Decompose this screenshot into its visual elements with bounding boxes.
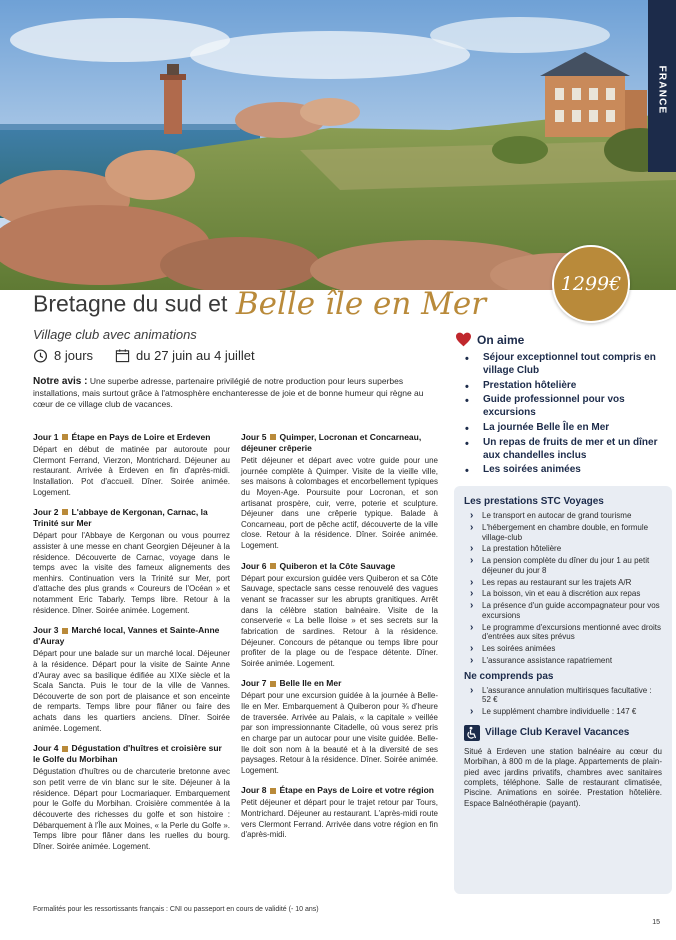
list-item: › L'assurance assistance rapatriement [464, 656, 662, 666]
gold-square-icon [270, 788, 276, 794]
day-text: Petit déjeuner et départ pour le trajet retour par Tours, Montrichard. Déjeuner au restaurant. L'après-midi route vers Clermont Ferrand. Arrivée dans votre région en fin d'après-midi. [241, 798, 438, 840]
day-block [241, 432, 438, 552]
prestations-list [464, 511, 662, 666]
itinerary-column-left [33, 432, 230, 861]
prestations-box [454, 486, 672, 894]
title-regular: Bretagne du sud et [33, 290, 228, 317]
subtitle: Village club avec animations [33, 327, 197, 342]
notice-label: Notre avis : [33, 376, 88, 387]
day-title: Belle Ile en Mer [279, 678, 342, 689]
gold-square-icon [270, 563, 276, 569]
list-item: › Les soirées animées [464, 644, 662, 654]
gold-square-icon [270, 681, 276, 687]
dates: du 27 juin au 4 juillet [136, 348, 255, 363]
day-text: Départ en début de matinée par autoroute pour Clermont Ferrand, Vierzon, Montrichard. Déjeuner au restaurant. Arrivée à Erdeven en fin d'après-midi. Installation. Pot d'accueil. Dîner. Soirée animée. Logement. [33, 445, 230, 497]
day-label: Jour 8 [241, 785, 267, 796]
day-text: Dégustation d'huîtres ou de charcuterie bretonne avec son petit verre de vin blanc sur le site. Déjeuner à la résidence. Départ pour Locmariaquer. Embarquement pour le Golfe du Morbihan. Croisière commentée à la découverte des richesses du golfe et son histoire : Débarquement à l'Île aux Moines, « la Perle du Golfe ». Temps libre pour flâner dans les ruelles du bourg. Dîner. Soirée animée. Logement. [33, 767, 230, 851]
day-text: Petit déjeuner et départ avec votre guide pour une journée complète à Quimper. Visite de la vieille ville, ses maisons à colombages et encorbellement typiques du Moyen-Age. Poursuite pour Locronan, et son artisanat prospère, cuir, verre, poterie et sculpture. Déjeuner dans une crêperie typique. Balade à Concarneau, port de pêche actif, découverte de la ville close. Retour à la résidence. Dîner. Soirée animée. Logement. [241, 456, 438, 551]
clock-icon [33, 348, 48, 363]
list-item: › Les repas au restaurant sur les trajets A/R [464, 578, 662, 588]
heart-icon [455, 332, 472, 347]
list-item: › Le supplément chambre individuelle : 147 € [464, 707, 662, 717]
list-item: › L'assurance annulation multirisques facultative : 52 € [464, 686, 662, 706]
day-title: Quimper, Locronan et Concarneau, déjeuner crêperie [241, 432, 422, 454]
itinerary-column-right [241, 432, 438, 861]
prestations-title: Les prestations STC Voyages [464, 496, 604, 507]
day-label: Jour 7 [241, 678, 267, 689]
gold-square-icon [270, 434, 276, 440]
not-included-list [464, 686, 662, 717]
list-item: • Un repas de fruits de mer et un dîner aux chandelles inclus [465, 437, 667, 463]
list-item: • Prestation hôtelière [465, 380, 667, 393]
list-item: • Guide professionnel pour vos excursions [465, 394, 667, 420]
accessibility-icon [464, 725, 480, 741]
list-item: › La pension complète du dîner du jour 1 au petit déjeuner du jour 8 [464, 556, 662, 576]
day-label: Jour 5 [241, 432, 267, 442]
day-block [241, 678, 438, 776]
day-title: Quiberon et la Côte Sauvage [279, 560, 396, 571]
page-title [33, 286, 486, 322]
day-label: Jour 2 [33, 507, 59, 518]
day-block [33, 432, 230, 498]
on-aime-title: On aime [477, 332, 525, 347]
list-item: › Le transport en autocar de grand tourisme [464, 511, 662, 521]
day-text: Départ pour l'Abbaye de Kergonan ou vous pourrez assister à une messe en chant Georgien Déjeuner à la résidence. Découverte de Carnac, voyage dans le temps avec la visite des fameux alignements des menhirs. Continuation vers la Trinité sur Mer, port d'attache des plus grands « Coureurs de l'Océan » et notamment Eric Tabarly. Temps libre. Retour à la résidence. Dîner. Soirée animée. Logement. [33, 531, 230, 615]
itinerary [33, 432, 438, 861]
day-title: Étape en Pays de Loire et Erdeven [71, 432, 211, 442]
day-label: Jour 3 [33, 625, 59, 636]
day-text: Départ pour une balade sur un marché local. Déjeuner à la résidence. Départ pour la visite de Sainte Anne d'Auray avec sa basilique édifiée au XIXe siècle et la Scala Sancta. Puis le tour de la ville de Vannes. Découverte de son port de plaisance et son enceinte de remparts. Temps libre pour flâner ou faire des achats dans les quartiers anciens. Dîner. Soirée animée. Logement. [33, 649, 230, 733]
list-item: › La présence d'un guide accompagnateur pour vos excursions [464, 601, 662, 621]
day-block [33, 507, 230, 616]
village-title: Village Club Keravel Vacances [485, 727, 630, 739]
gold-square-icon [62, 509, 68, 515]
page-number: 15 [652, 919, 660, 926]
list-item: › La prestation hôtelière [464, 544, 662, 554]
list-item: • Les soirées animées [465, 464, 667, 477]
title-script: Belle île en Mer [235, 286, 487, 322]
day-title: Dégustation d'huîtres et croisière sur le Golfe du Morbihan [33, 743, 222, 765]
day-block [241, 785, 438, 841]
day-title: L'abbaye de Kergonan, Carnac, la Trinité sur Mer [33, 507, 208, 529]
price-value: 1299€ [560, 273, 622, 295]
duration: 8 jours [54, 348, 94, 363]
village-text: Situé à Erdeven une station balnéaire au cœur du Morbihan, à 800 m de la plage. Appartements de plain-pied avec jardins privatifs, chambres avec sanitaires complets, téléphone. Salle de restaurant climatisée, Piscine. Animations en soirée. Prestation hôtelière. Espace Balnéothérapie (payant). [464, 746, 662, 808]
day-text: Départ pour excursion guidée vers Quiberon et sa Côte Sauvage, spectacle sans cesse renouvelé des vagues venant se fracasser sur les abrupts granitiques. Arrêt dans la célèbre station balnéaire. Visite de la conserverie « La belle Iloise » et ses secrets sur la fabrication de sardines. Retour à la résidence. Déjeuner. Concours de pétanque ou temps libre pour profiter de la plage ou de l'espace détente. Dîner. Soirée animée. Logement. [241, 573, 438, 668]
day-title: Marché local, Vannes et Sainte-Anne d'Auray [33, 625, 220, 647]
day-label: Jour 1 [33, 432, 59, 442]
country-label: FRANCE [656, 65, 668, 115]
gold-square-icon [62, 628, 68, 634]
day-title: Étape en Pays de Loire et votre région [279, 785, 434, 796]
country-tab [648, 0, 676, 172]
day-block [241, 561, 438, 670]
price-badge [552, 245, 630, 323]
notice-text: Une superbe adresse, partenaire privilégié de notre production pour leurs superbes installations, mais surtout grâce à l'atmosphère enchanteresse de joie et de bonne humeur qui règne au cœur de ce village club de vacances. [33, 376, 424, 410]
day-block [33, 743, 230, 852]
gold-square-icon [62, 746, 68, 752]
day-text: Départ pour une excursion guidée à la journée à Belle-Ile en Mer. Embarquement à Quiberon pour ¾ d'heure de traversée. Arrivée au Palais, « la capitale » veillée par son impressionnante Citadelle, où vous serez pris en charge par un autocar pour une visite guidée. Belle-Ile doit son nom à la beauté et à la diversité de ses paysages. Retour à la résidence. Dîner. Soirée animée. Logement. [241, 691, 438, 775]
on-aime-list [455, 352, 667, 477]
list-item: • Séjour exceptionnel tout compris en village Club [465, 352, 667, 378]
list-item: › L'hébergement en chambre double, en formule village-club [464, 523, 662, 543]
hero-photo [0, 0, 676, 290]
day-label: Jour 4 [33, 743, 59, 754]
gold-square-icon [62, 434, 68, 440]
day-label: Jour 6 [241, 560, 267, 571]
trip-meta [33, 348, 255, 363]
on-aime-section [455, 332, 667, 479]
notre-avis [33, 375, 438, 411]
formalities-note: Formalités pour les ressortissants français : CNI ou passeport en cours de validité (- 10 ans) [33, 906, 319, 913]
list-item: › Le programme d'excursions mentionné avec droits d'entrées aux sites prévus [464, 623, 662, 643]
list-item: • La journée Belle Île en Mer [465, 422, 667, 435]
list-item: › La boisson, vin et eau à discrétion aux repas [464, 589, 662, 599]
day-block [33, 625, 230, 734]
brittany-coast-illustration [0, 0, 676, 290]
calendar-icon [115, 348, 130, 363]
not-included-title: Ne comprends pas [464, 670, 554, 682]
